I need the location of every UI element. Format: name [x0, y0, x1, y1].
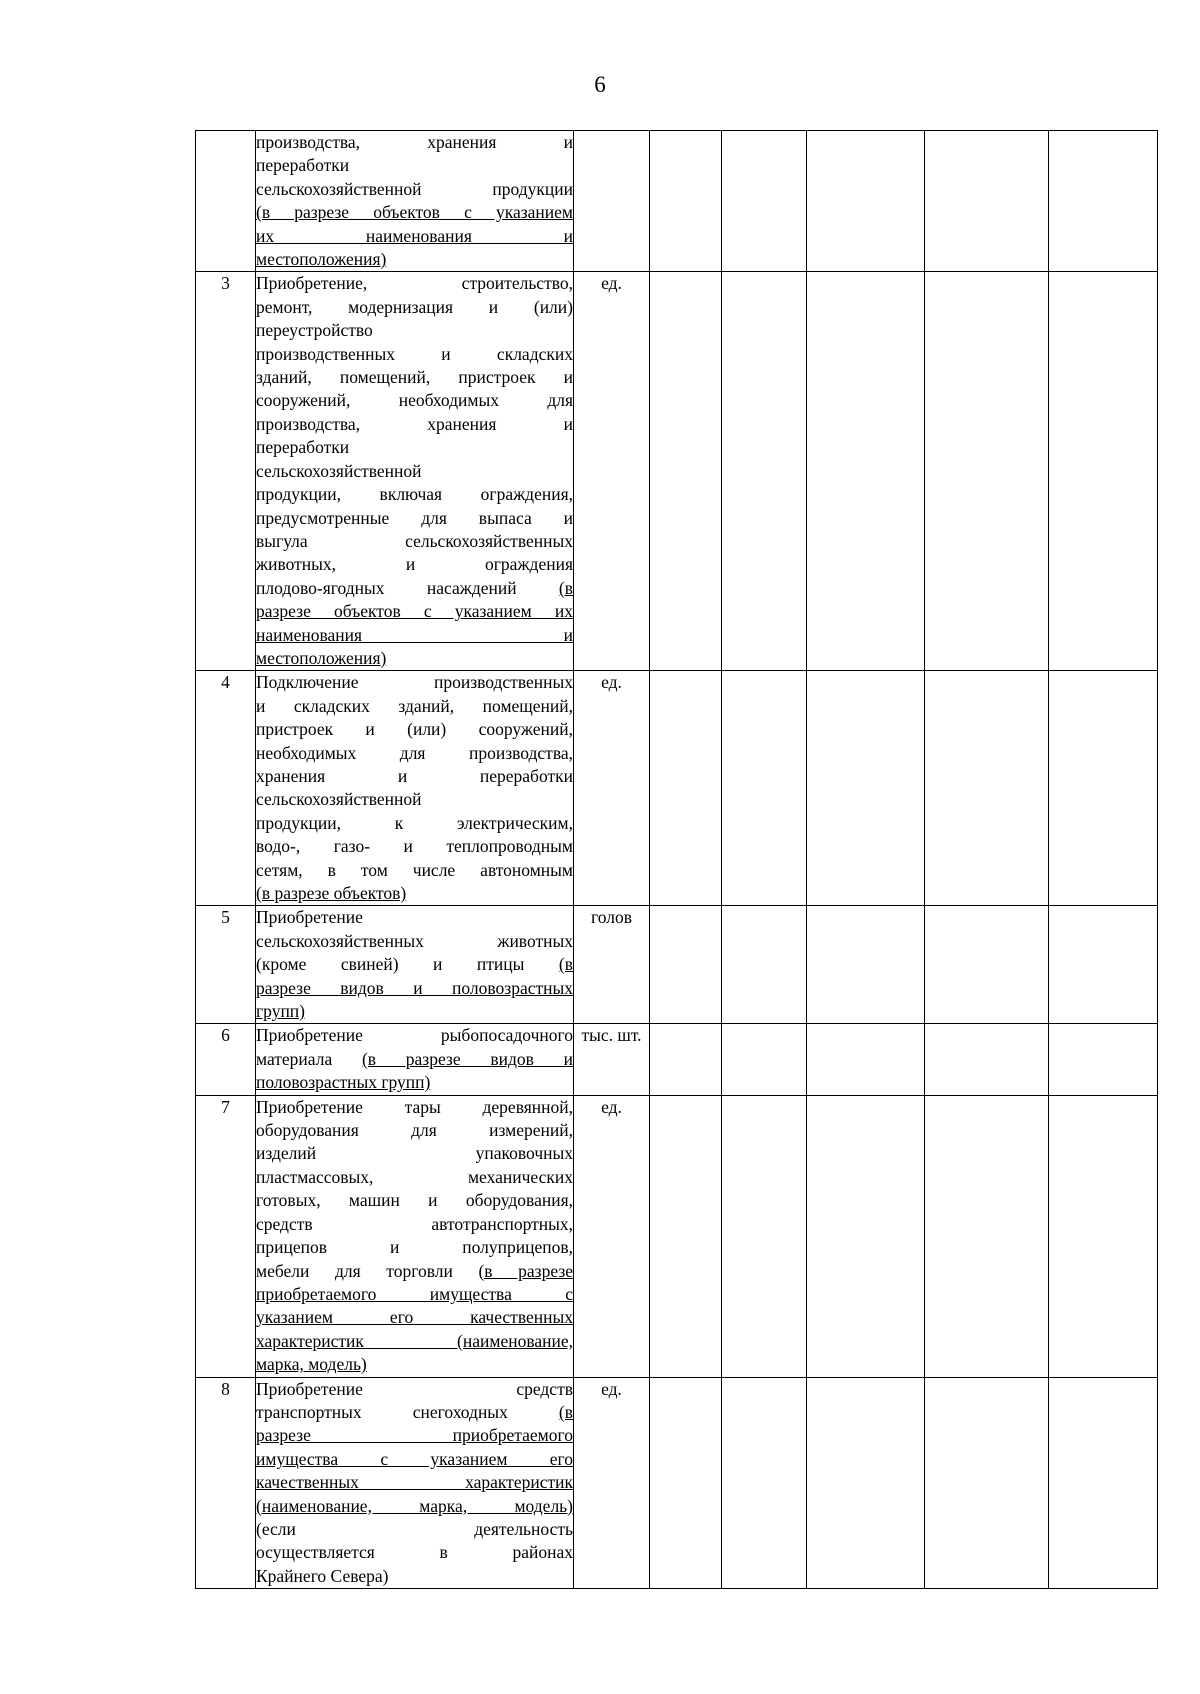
description-text: сетям, в том числе автономным: [256, 859, 573, 880]
description-cell: [256, 1377, 574, 1589]
unit-cell: ед.: [574, 671, 650, 906]
description-line: [256, 906, 573, 929]
description-text: плодово-ягодных насаждений: [256, 577, 559, 598]
row-number-cell: 5: [196, 906, 256, 1024]
description-text: переработки: [256, 437, 350, 458]
description-line: [256, 1071, 573, 1094]
description-line: [256, 1096, 573, 1119]
description-text: производства, хранения и: [256, 132, 573, 152]
description-line: [256, 436, 573, 459]
value-cell: [650, 272, 722, 671]
description-text: продукции, к электрическим,: [256, 812, 573, 833]
description-text: Приобретение: [256, 907, 363, 928]
value-cell: [807, 671, 925, 906]
description-text: сельскохозяйственной: [256, 460, 422, 481]
description-text: выгула сельскохозяйственных: [256, 530, 573, 551]
description-text: переработки: [256, 155, 350, 176]
description-cell: [256, 1095, 574, 1377]
description-text: их наименования и: [256, 225, 573, 246]
description-text: пристроек и (или) сооружений,: [256, 719, 573, 740]
description-line: [256, 624, 573, 647]
description-text: разрезе видов и половозрастных: [256, 977, 573, 998]
value-cell: [650, 906, 722, 1024]
description-text: местоположения): [256, 249, 387, 270]
description-line: [256, 319, 573, 342]
value-cell: [1049, 1024, 1158, 1095]
description-line: [256, 507, 573, 530]
value-cell: [722, 1024, 807, 1095]
description-cell: [256, 671, 574, 906]
value-cell: [722, 906, 807, 1024]
description-text: хранения и переработки: [256, 765, 573, 786]
description-line: [256, 272, 573, 295]
description-line: [256, 1283, 573, 1306]
description-line: [256, 1000, 573, 1023]
description-text: материала: [256, 1048, 362, 1069]
description-text: сельскохозяйственной: [256, 789, 422, 810]
value-cell: [722, 1377, 807, 1589]
description-line: [256, 1142, 573, 1165]
description-text-underlined: (в разрезе: [478, 1260, 573, 1281]
description-line: [256, 600, 573, 623]
value-cell: [925, 1377, 1049, 1589]
description-line: [256, 1495, 573, 1518]
description-text: и складских зданий, помещений,: [256, 695, 573, 716]
description-line: [256, 154, 573, 177]
description-text-underlined: (в: [558, 1401, 573, 1422]
table-row: [196, 1095, 1158, 1377]
description-text: Приобретение рыбопосадочного: [256, 1025, 573, 1046]
table-row: [196, 272, 1158, 671]
description-line: [256, 788, 573, 811]
description-line: [256, 248, 573, 271]
description-text: имущества с указанием его: [256, 1448, 573, 1469]
description-line: [256, 1024, 573, 1047]
description-line: [256, 1378, 573, 1401]
description-line: [256, 930, 573, 953]
value-cell: [1049, 906, 1158, 1024]
description-text: сельскохозяйственной продукции: [256, 178, 573, 199]
value-cell: [722, 1095, 807, 1377]
table-row: [196, 906, 1158, 1024]
description-line: [256, 695, 573, 718]
table-row: [196, 131, 1158, 272]
value-cell: [807, 906, 925, 1024]
description-text: марка, модель): [256, 1354, 367, 1375]
row-number-cell: 3: [196, 272, 256, 671]
description-line: [256, 1471, 573, 1494]
description-line: [256, 201, 573, 224]
description-text: групп): [256, 1001, 306, 1022]
description-text: пластмассовых, механических: [256, 1166, 573, 1187]
description-text: необходимых для производства,: [256, 742, 573, 763]
description-text: разрезе приобретаемого: [256, 1425, 573, 1446]
description-line: [256, 1236, 573, 1259]
value-cell: [807, 131, 925, 272]
value-cell: [1049, 272, 1158, 671]
description-line: [256, 1353, 573, 1376]
unit-cell: ед.: [574, 1377, 650, 1589]
description-line: [256, 742, 573, 765]
description-line: [256, 977, 573, 1000]
description-text: переустройство: [256, 320, 373, 341]
row-number-cell: [196, 131, 256, 272]
description-text: животных, и ограждения: [256, 554, 573, 575]
description-text: (кроме свиней) и птицы: [256, 954, 559, 975]
description-cell: [256, 1024, 574, 1095]
value-cell: [925, 1095, 1049, 1377]
description-line: [256, 483, 573, 506]
value-cell: [925, 671, 1049, 906]
description-line: [256, 1166, 573, 1189]
description-text: местоположения): [256, 647, 387, 668]
description-line: [256, 953, 573, 976]
description-text: продукции, включая ограждения,: [256, 484, 573, 505]
description-line: [256, 366, 573, 389]
description-text: водо-, газо- и теплопроводным: [256, 836, 573, 857]
description-text: Приобретение тары деревянной,: [256, 1096, 573, 1117]
value-cell: [1049, 131, 1158, 272]
description-line: [256, 1189, 573, 1212]
table-row: [196, 1377, 1158, 1589]
description-cell: [256, 906, 574, 1024]
description-text: (в разрезе объектов с указанием: [256, 202, 573, 223]
description-line: [256, 1518, 573, 1541]
value-cell: [807, 1024, 925, 1095]
description-text: (в разрезе объектов): [256, 883, 407, 903]
table-row: [196, 671, 1158, 906]
unit-cell: голов: [574, 906, 650, 1024]
table-body: [196, 131, 1158, 1589]
description-text: Приобретение средств: [256, 1378, 573, 1399]
value-cell: [650, 1095, 722, 1377]
description-line: [256, 131, 573, 154]
row-number-cell: 6: [196, 1024, 256, 1095]
description-text: разрезе объектов с указанием их: [256, 601, 573, 622]
value-cell: [925, 1024, 1049, 1095]
indicators-table: [195, 130, 1158, 1589]
value-cell: [1049, 1095, 1158, 1377]
value-cell: [722, 272, 807, 671]
description-line: [256, 1330, 573, 1353]
description-line: [256, 389, 573, 412]
unit-cell: тыс. шт.: [574, 1024, 650, 1095]
description-cell: [256, 272, 574, 671]
value-cell: [925, 131, 1049, 272]
value-cell: [650, 1377, 722, 1589]
description-line: [256, 178, 573, 201]
value-cell: [650, 131, 722, 272]
page-number: 6: [594, 72, 606, 97]
description-text: изделий упаковочных: [256, 1143, 573, 1164]
description-text-underlined: (в: [558, 954, 573, 975]
description-text: производственных и складских: [256, 343, 573, 364]
description-line: [256, 835, 573, 858]
description-line: [256, 553, 573, 576]
description-text: сельскохозяйственных животных: [256, 930, 573, 951]
description-line: [256, 1306, 573, 1329]
unit-cell: [574, 131, 650, 272]
description-line: [256, 1401, 573, 1424]
description-line: [256, 718, 573, 741]
description-text: (если деятельность: [256, 1518, 573, 1539]
description-text: предусмотренные для выпаса и: [256, 507, 573, 528]
description-line: [256, 460, 573, 483]
description-line: [256, 343, 573, 366]
description-text-underlined: (в разрезе видов и: [361, 1048, 573, 1069]
description-text: транспортных снегоходных: [256, 1401, 559, 1422]
description-text-underlined: (в: [558, 577, 573, 598]
description-text: половозрастных групп): [256, 1072, 431, 1093]
description-text: зданий, помещений, пристроек и: [256, 367, 573, 388]
description-line: [256, 1541, 573, 1564]
description-text: осуществляется в районах: [256, 1542, 573, 1563]
value-cell: [807, 1377, 925, 1589]
description-line: [256, 859, 573, 882]
row-number-cell: 7: [196, 1095, 256, 1377]
description-line: [256, 530, 573, 553]
description-text: указанием его качественных: [256, 1307, 573, 1328]
description-text: Подключение производственных: [256, 672, 573, 693]
description-text: прицепов и полуприцепов,: [256, 1237, 573, 1258]
description-line: [256, 1424, 573, 1447]
description-text: наименования и: [256, 624, 573, 645]
description-line: [256, 1213, 573, 1236]
value-cell: [1049, 1377, 1158, 1589]
description-text: ремонт, модернизация и (или): [256, 296, 573, 317]
value-cell: [722, 671, 807, 906]
value-cell: [925, 272, 1049, 671]
description-line: [256, 647, 573, 670]
description-text: характеристик (наименование,: [256, 1330, 573, 1351]
description-line: [256, 225, 573, 248]
row-number-cell: 8: [196, 1377, 256, 1589]
value-cell: [1049, 671, 1158, 906]
unit-cell: ед.: [574, 1095, 650, 1377]
description-line: [256, 413, 573, 436]
description-line: [256, 1565, 573, 1588]
description-text: производства, хранения и: [256, 413, 573, 434]
value-cell: [650, 1024, 722, 1095]
description-text: оборудования для измерений,: [256, 1120, 573, 1141]
value-cell: [807, 1095, 925, 1377]
description-line: [256, 1048, 573, 1071]
value-cell: [722, 131, 807, 272]
description-line: [256, 1260, 573, 1283]
description-text: средств автотранспортных,: [256, 1213, 573, 1234]
description-line: [256, 1119, 573, 1142]
description-text: мебели для торговли: [256, 1260, 479, 1281]
description-line: [256, 765, 573, 788]
description-cell: [256, 131, 574, 272]
table-row: [196, 1024, 1158, 1095]
unit-cell: ед.: [574, 272, 650, 671]
description-line: [256, 671, 573, 694]
description-text: Приобретение, строительство,: [256, 273, 573, 294]
value-cell: [925, 906, 1049, 1024]
value-cell: [650, 671, 722, 906]
description-line: [256, 1448, 573, 1471]
description-text: сооружений, необходимых для: [256, 390, 573, 411]
description-text: (наименование, марка, модель): [256, 1495, 573, 1516]
description-line: [256, 577, 573, 600]
description-line: [256, 812, 573, 835]
value-cell: [807, 272, 925, 671]
description-text: готовых, машин и оборудования,: [256, 1190, 573, 1211]
description-text: приобретаемого имущества с: [256, 1283, 573, 1304]
row-number-cell: 4: [196, 671, 256, 906]
description-text: качественных характеристик: [256, 1472, 573, 1493]
description-line: [256, 296, 573, 319]
description-text: Крайнего Севера): [256, 1565, 389, 1586]
description-line: [256, 882, 573, 905]
